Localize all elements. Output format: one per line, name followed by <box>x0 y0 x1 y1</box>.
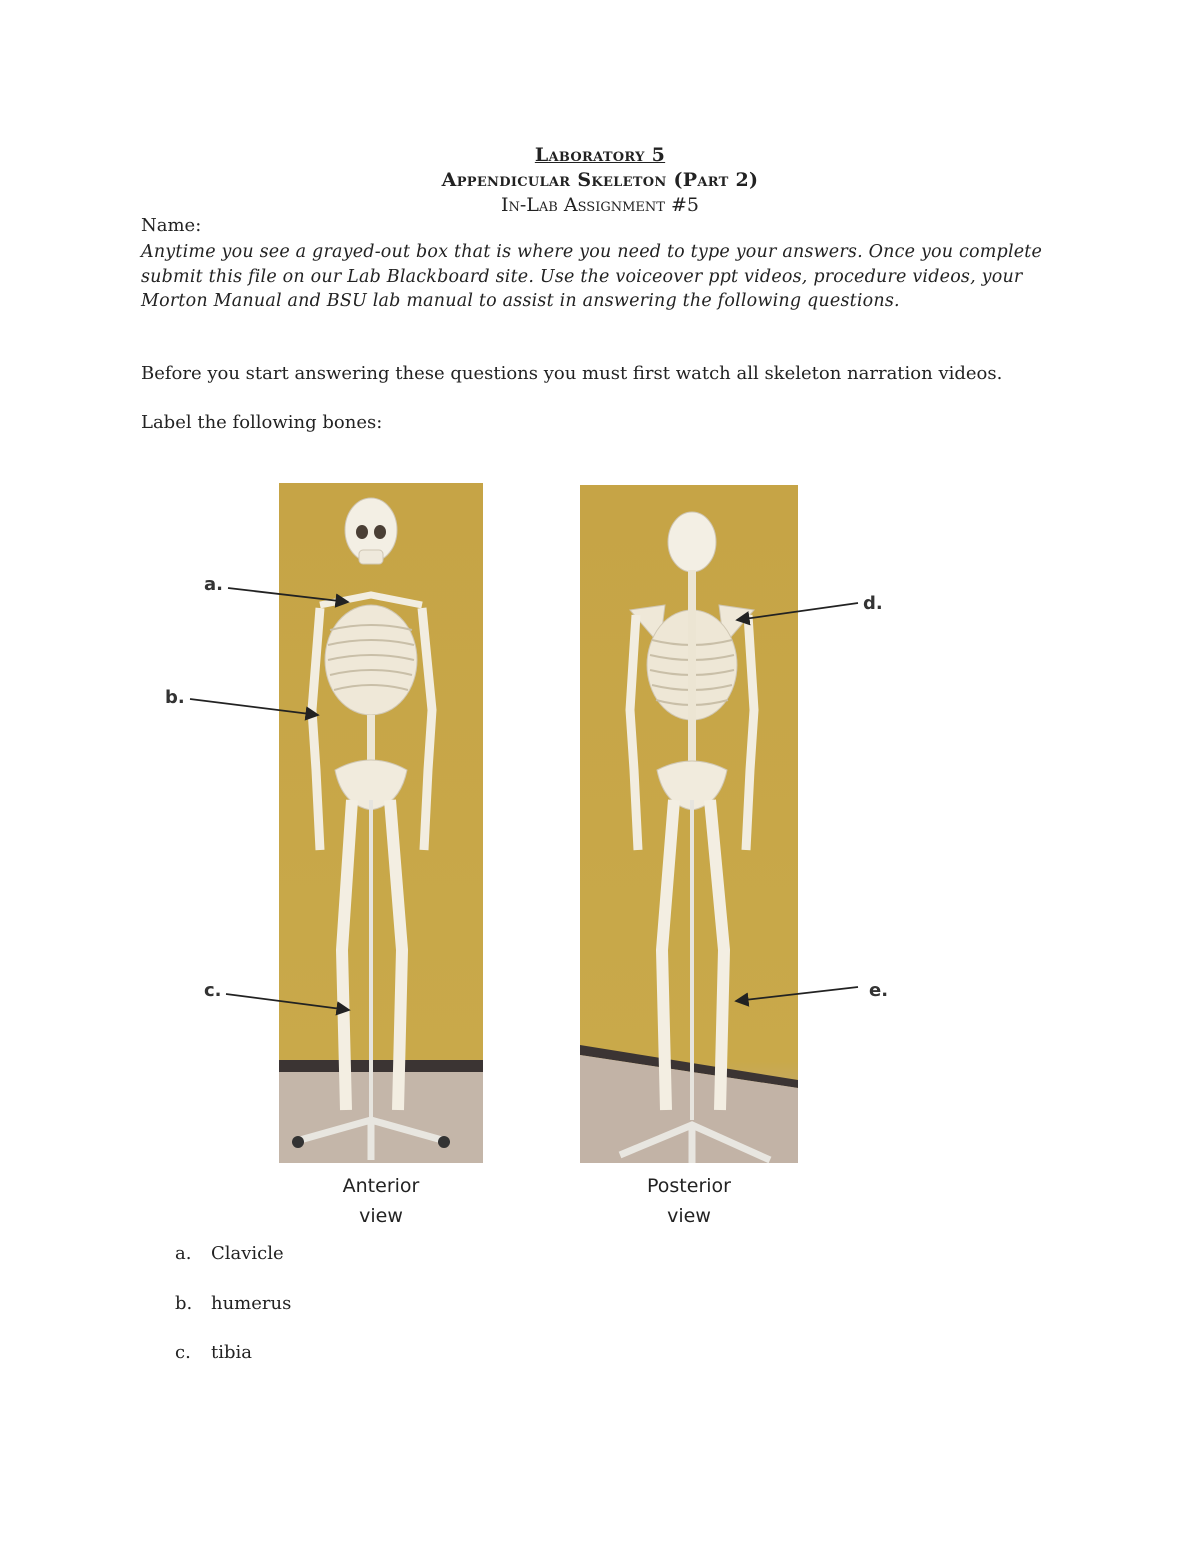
anterior-photo <box>279 483 483 1163</box>
figure-label-e: e. <box>869 980 889 1001</box>
answer-letter: a. <box>175 1243 192 1264</box>
answer-item-c <box>175 1342 291 1392</box>
answer-text[interactable]: humerus <box>211 1292 292 1314</box>
assignment-title: In-Lab Assignment #5 <box>501 194 699 216</box>
name-label: Name: <box>141 215 202 236</box>
label-prompt: Label the following bones: <box>141 412 383 433</box>
skeleton-figure <box>140 470 920 1240</box>
instructions-text: Anytime you see a grayed-out box that is where you need to type your answers. Once you complete submit this file on our Lab Blackboard site. Use the voiceover ppt videos, procedure videos, your Morton Manual and BSU lab manual to assist in answering the following questions. <box>141 242 1043 311</box>
answer-item-b <box>175 1293 291 1343</box>
answer-item-a <box>175 1243 291 1293</box>
answer-list <box>175 1243 291 1392</box>
posterior-caption-line2: view <box>667 1205 711 1227</box>
posterior-caption-line1: Posterior <box>647 1175 731 1197</box>
answer-text[interactable]: Clavicle <box>211 1243 284 1264</box>
answer-letter: c. <box>175 1342 191 1363</box>
posterior-photo <box>580 485 798 1163</box>
anterior-caption-line2: view <box>359 1205 403 1227</box>
figure-label-d: d. <box>863 593 883 614</box>
before-text: Before you start answering these questions you must first watch all skeleton narration videos. <box>141 363 1003 384</box>
title-block <box>0 143 1200 218</box>
lab-title: Laboratory 5 <box>534 144 666 166</box>
figure-label-b: b. <box>165 687 185 708</box>
figure-label-c: c. <box>204 980 222 1001</box>
answer-letter: b. <box>175 1292 193 1314</box>
lab-subtitle: Appendicular Skeleton (Part 2) <box>441 169 759 191</box>
figure-label-a: a. <box>204 574 223 595</box>
anterior-caption-line1: Anterior <box>342 1175 420 1197</box>
answer-text[interactable]: tibia <box>211 1342 253 1363</box>
